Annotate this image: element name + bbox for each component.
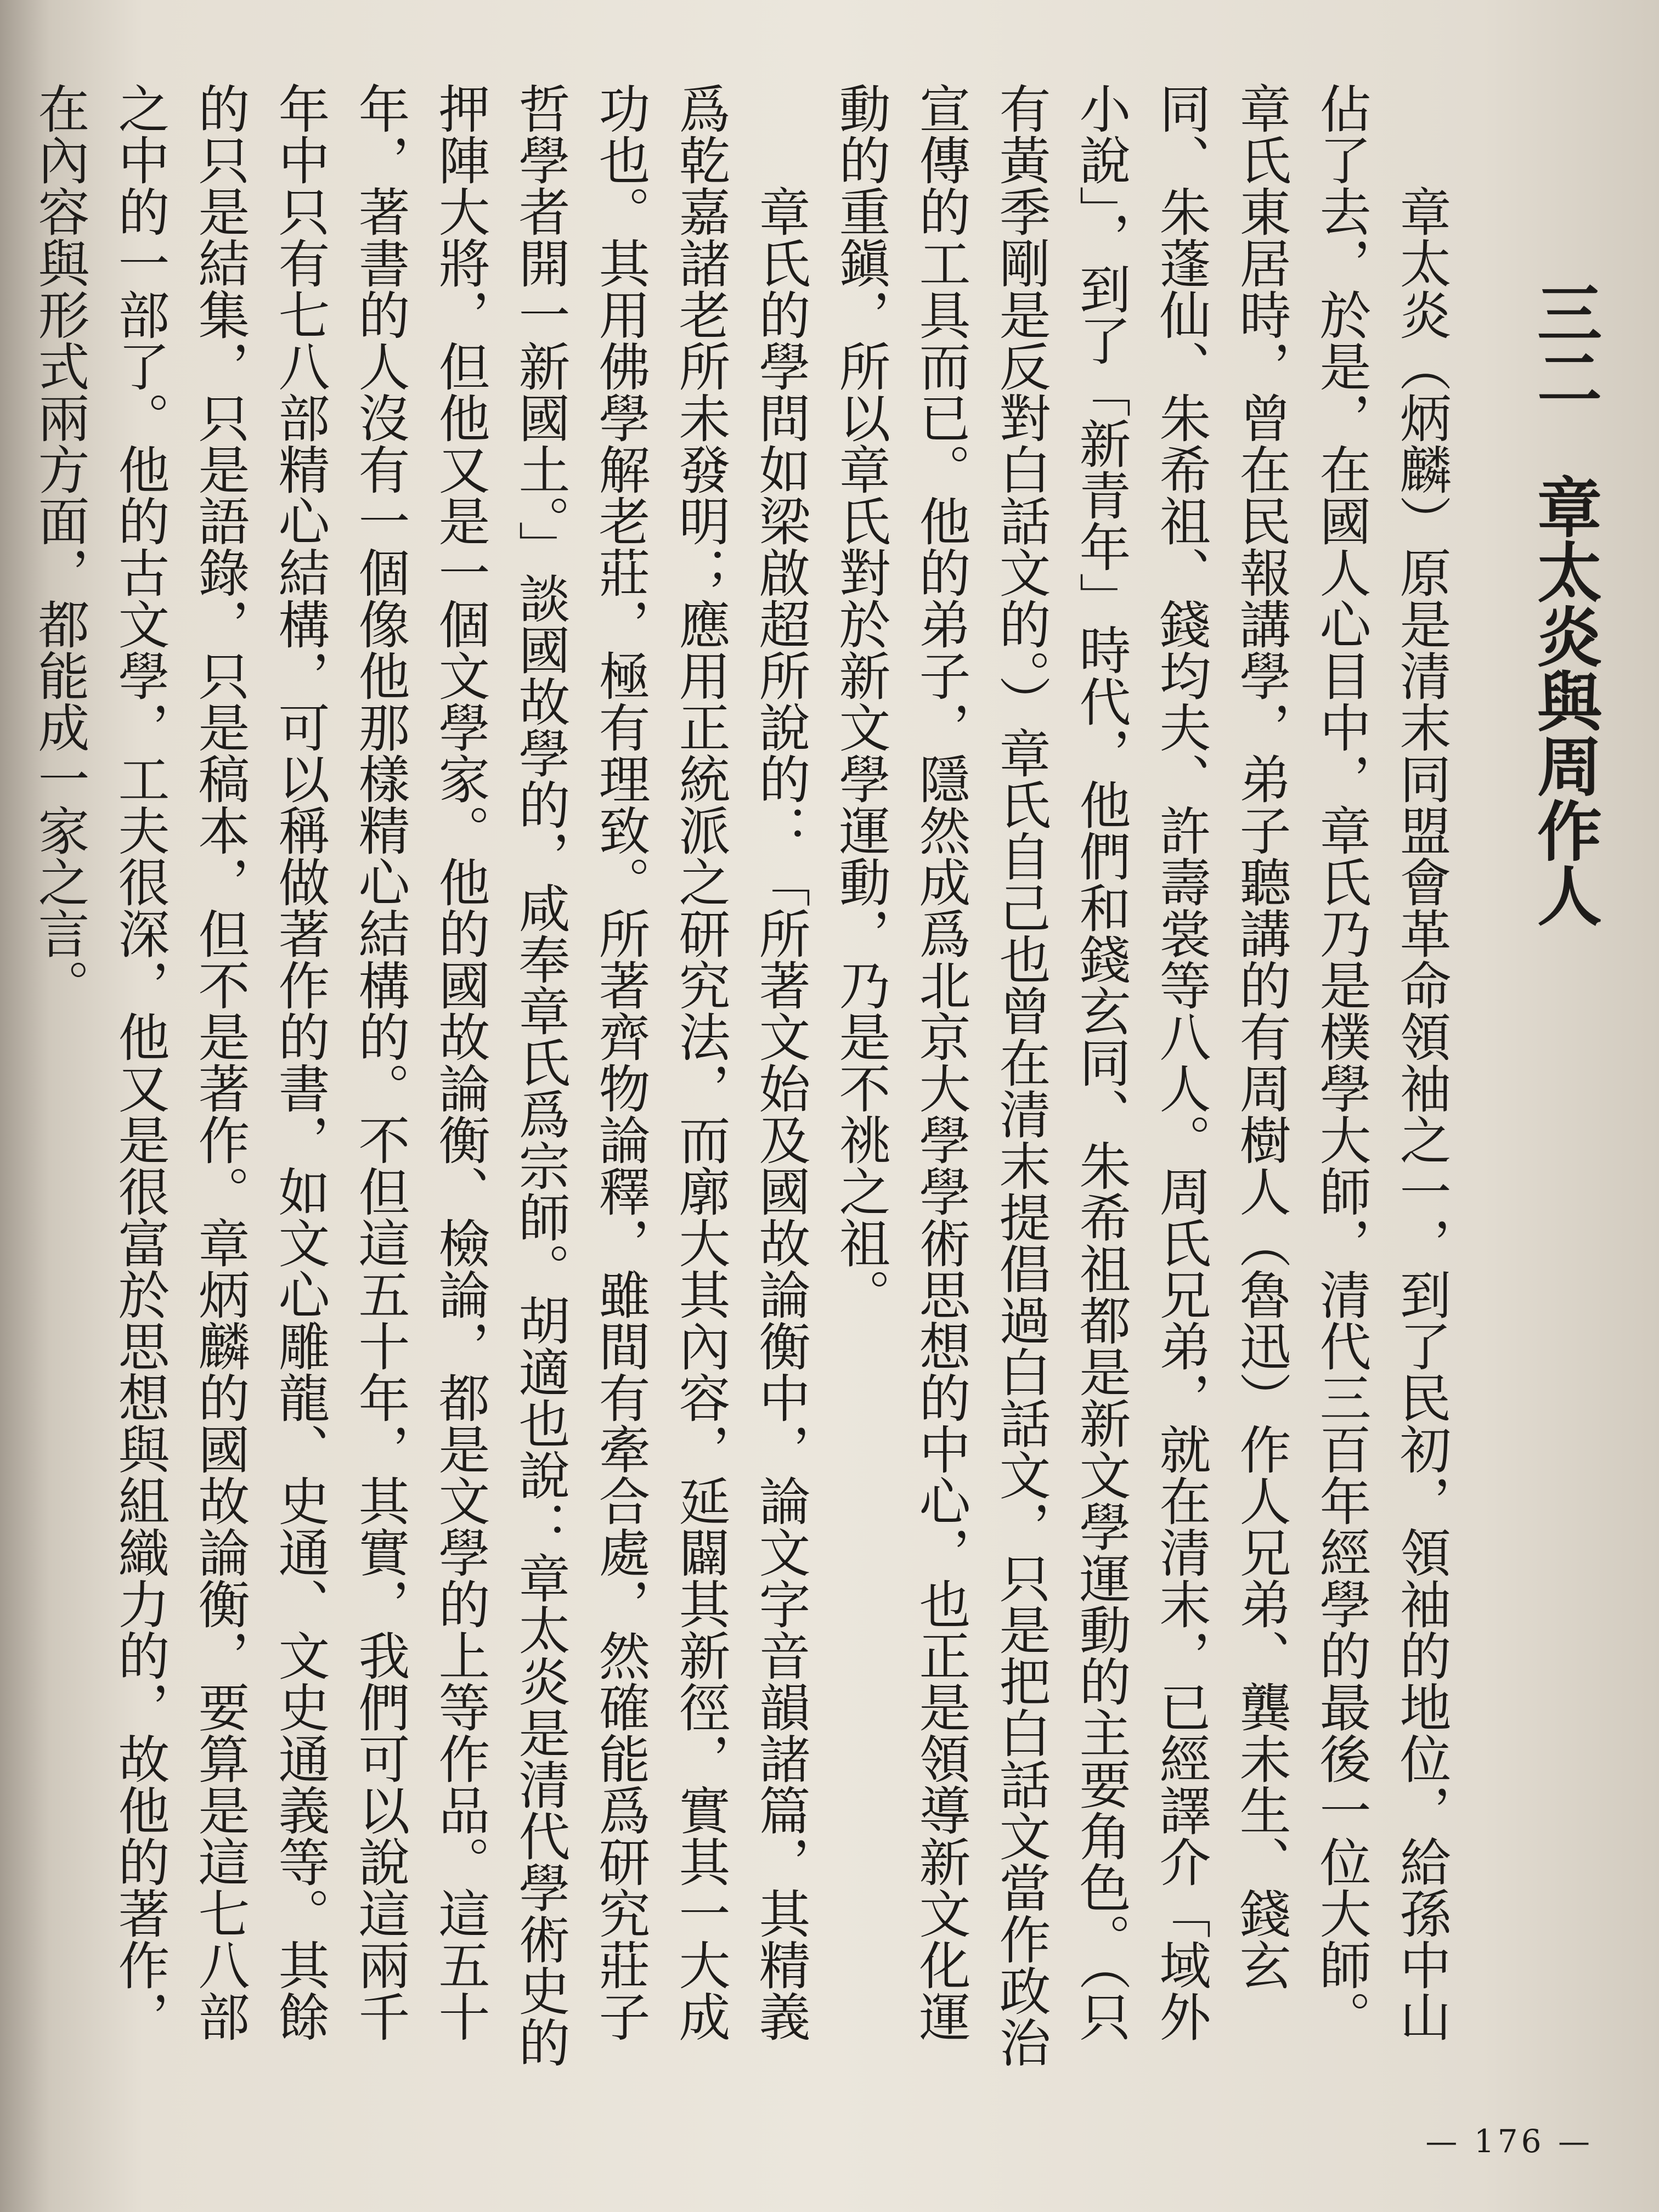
chapter-title: 三二 章太炎與周作人 <box>1526 280 1602 927</box>
paragraph-2: 章氏的學問如梁啟超所說的：「所著文始及國故論衡中，論文字音韻諸篇，其精義爲乾嘉諸老所未發明；應用正統派之研究法，而廓大其內容，延闢其新徑，實其一大成功也。其用佛學解老莊，極有理致。所著齊物論釋，雖間有牽合處，然確能爲研究莊子哲學者開一新國土。」談國故學的，咸奉章氏爲宗師。胡適也說：章太炎是清代學術史的押陣大將，但他又是一個文學家。他的國故論衡、檢論，都是文學的上等作品。這五十年，著書的人沒有一個像他那樣精心結構的。不但這五十年，其實，我們可以說這兩千年中只有七八部精心結構，可以稱做著作的書，如文心雕龍、史通、文史通義等。其餘的只是結集，只是語錄，只是稿本，但不是著作。章炳麟的國故論衡，要算是這七八部之中的一部了。他的古文學，工夫很深，他又是很富於思想與組織力的，故他的著作，在內容與形式兩方面，都能成一家之言。 <box>29 82 810 2068</box>
paragraph-1: 章太炎（炳麟）原是清末同盟會革命領袖之一，到了民初，領袖的地位，給孫中山佔了去，於是，在國人心目中，章氏乃是樸學大師，清代三百年經學的最後一位大師。章氏東居時，曾在民報講學，弟子聽講的有周樹人（魯迅）作人兄弟、龔未生、錢玄同、朱蓬仙、朱希祖、錢均夫、許壽裳等八人。周氏兄弟，就在清末，已經譯介「域外小說」，到了「新青年」時代，他們和錢玄同、朱希祖都是新文學運動的主要角色。（只有黃季剛是反對白話文的。）章氏自己也曾在清末提倡過白話文，只是把白話文當作政治宣傳的工具而已。他的弟子，隱然成爲北京大學學術思想的中心，也正是領導新文化運動的重鎭，所以章氏對於新文學運動，乃是不祧之祖。 <box>830 82 1451 2068</box>
page-number: — 176 — <box>1425 2123 1593 2160</box>
vertical-text-block <box>29 82 1602 2079</box>
